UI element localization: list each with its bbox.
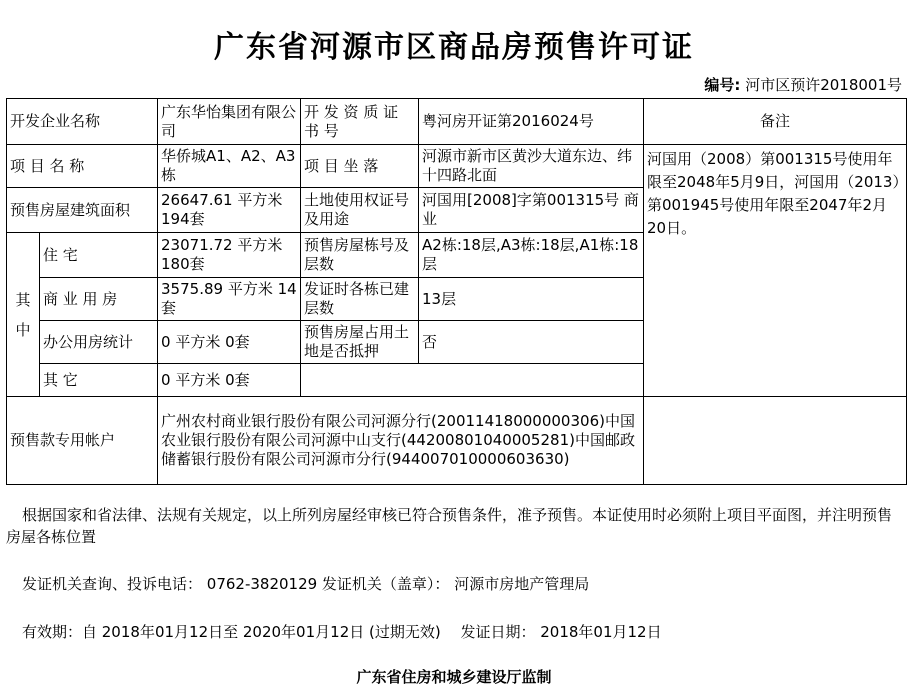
- dev-cert-label: 开 发 资 质 证 书 号: [301, 99, 419, 145]
- certificate-number-label: 编号:: [704, 76, 741, 94]
- footer-supervisor: 广东省住房和城乡建设厅监制: [356, 668, 552, 686]
- document-title: 广东省河源市区商品房预售许可证: [214, 30, 694, 65]
- mortgage-value: 否: [419, 321, 644, 364]
- developer-value: 广东华怡集团有限公司: [158, 99, 301, 145]
- table-row: [7, 145, 907, 188]
- developer-label: 开发企业名称: [7, 99, 158, 145]
- certificate-number: [704, 74, 902, 95]
- residential-label: 住 宅: [40, 233, 158, 278]
- remark-value: 河国用（2008）第001315号使用年限至2048年5月9日，河国用（2013）第001945号使用年限至2047年2月20日。: [644, 145, 907, 397]
- validity-line: 有效期：自 2018年01月12日至 2020年01月12日 (过期无效) 发证日期： 2018年01月12日: [22, 623, 662, 641]
- empty-cell: [301, 364, 644, 397]
- contact-line: 发证机关查询、投诉电话： 0762-3820129 发证机关（盖章）： 河源市房地产管理局: [22, 575, 590, 593]
- residential-value: 23071.72 平方米 180套: [158, 233, 301, 278]
- presale-area-value: 26647.61 平方米 194套: [158, 188, 301, 233]
- commercial-value: 3575.89 平方米 14套: [158, 278, 301, 321]
- account-label: 预售款专用帐户: [7, 397, 158, 485]
- commercial-label: 商 业 用 房: [40, 278, 158, 321]
- remark-label: 备注: [644, 99, 907, 145]
- permit-table: [6, 98, 907, 485]
- table-row: [7, 397, 907, 485]
- certificate-number-value: 河市区预许2018001号: [745, 76, 902, 94]
- statement-text: 根据国家和省法律、法规有关规定，以上所列房屋经审核已符合预售条件，准予预售。本证使用时必须附上项目平面图，并注明预售房屋各栋位置: [6, 506, 893, 546]
- land-use-value: 河国用[2008]字第001315号 商业: [419, 188, 644, 233]
- land-use-label: 土地使用权证号及用途: [301, 188, 419, 233]
- project-name-label: 项 目 名 称: [7, 145, 158, 188]
- qizhong-label: 其 中: [7, 233, 40, 397]
- empty-cell: [644, 397, 907, 485]
- building-no-value: A2栋:18层,A3栋:18层,A1栋:18层: [419, 233, 644, 278]
- building-no-label: 预售房屋栋号及层数: [301, 233, 419, 278]
- other-label: 其 它: [40, 364, 158, 397]
- office-label: 办公用房统计: [40, 321, 158, 364]
- built-floors-label: 发证时各栋已建层数: [301, 278, 419, 321]
- built-floors-value: 13层: [419, 278, 644, 321]
- dev-cert-value: 粤河房开证第2016024号: [419, 99, 644, 145]
- project-name-value: 华侨城A1、A2、A3栋: [158, 145, 301, 188]
- table-row: [7, 99, 907, 145]
- location-value: 河源市新市区黄沙大道东边、纬十四路北面: [419, 145, 644, 188]
- location-label: 项 目 坐 落: [301, 145, 419, 188]
- office-value: 0 平方米 0套: [158, 321, 301, 364]
- mortgage-label: 预售房屋占用土地是否抵押: [301, 321, 419, 364]
- other-value: 0 平方米 0套: [158, 364, 301, 397]
- account-value: 广州农村商业银行股份有限公司河源分行(20011418000000306)中国农业银行股份有限公司河源中山支行(44200801040005281)中国邮政储蓄银行股份有限公司河源市分行(944007010000603630): [158, 397, 644, 485]
- presale-area-label: 预售房屋建筑面积: [7, 188, 158, 233]
